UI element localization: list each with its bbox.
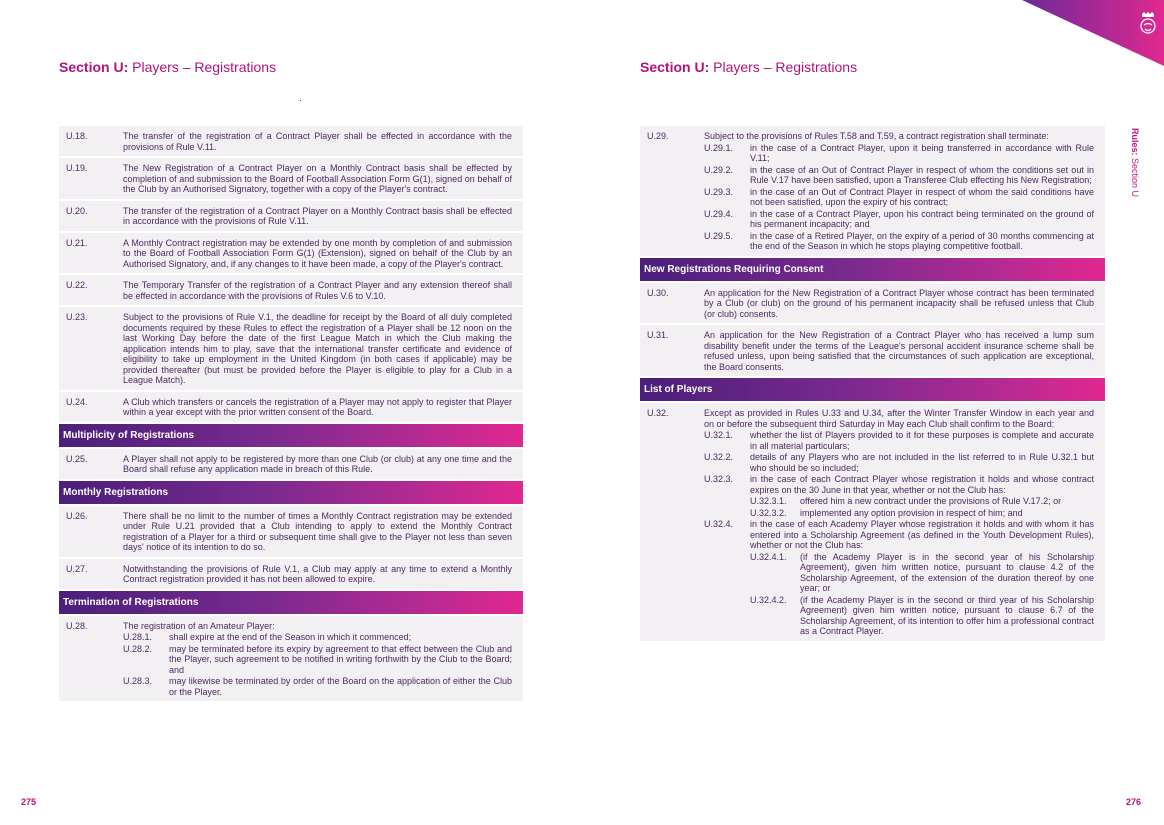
- rule-number: U.32.: [647, 408, 669, 418]
- rule-u26: [59, 506, 523, 559]
- sub-rule-u28-2: [123, 644, 512, 676]
- page-title-left: [59, 59, 276, 75]
- sub-rule-number: U.29.4.: [704, 208, 734, 219]
- page-title-right: [640, 59, 857, 75]
- rule-u20: [59, 201, 523, 233]
- sub-sub-rule-text: offered him a new contract under the provisions of Rule V.17.2; or: [800, 496, 1062, 506]
- sub-rule-text: in the case of each Academy Player whose registration it holds and with whom it has entered into a Scholarship Agreement (as defined in the Youth Development Rules), whether or not the Club has:: [750, 519, 1094, 550]
- sub-rule-text: in the case of an Out of Contract Player in respect of whom the said conditions have not been satisfied, upon the expiry of his contract;: [750, 186, 1094, 207]
- rule-text: An application for the New Registration of a Contract Player whose contract has been terminated by a Club (or club) on the ground of his permanent incapacity shall be refused unless that Club (or club) consents.: [704, 287, 1094, 319]
- left-column: [59, 126, 523, 703]
- sub-rule-number: U.32.3.: [704, 474, 734, 484]
- rule-number: U.25.: [66, 453, 88, 464]
- sub-rule-text: in the case of each Contract Player whose registration it holds and whose contract expires on the 30 June in that year, whether or not the Club has:: [750, 474, 1094, 495]
- rule-number: U.27.: [66, 563, 88, 574]
- sub-rule-number: U.28.1.: [123, 632, 153, 642]
- sub-rule-u28-1: [123, 632, 512, 643]
- sub-rule-u29-2: [704, 165, 1094, 186]
- sub-rule-text: may likewise be terminated by order of the Board on the application of either the Club or the Player.: [169, 676, 512, 697]
- rule-text: The New Registration of a Contract Player on a Monthly Contract basis shall be effected by completion of and submission to the Board of Football Association Form G(1), signed on behalf of the Club by an Authorised Signatory, together with a copy of the Player's contract.: [123, 163, 512, 194]
- rule-number: U.20.: [66, 205, 88, 216]
- sub-rule-number: U.32.2.: [704, 452, 734, 462]
- rule-text: An application for the New Registration of a Contract Player who has received a lump sum disability benefit under the terms of the League's personal accident insurance scheme shall be refused unless, upon being satisfied that the circumstances of such application are exceptional, the Board consents.: [704, 330, 1094, 372]
- sub-rule-number: U.32.1.: [704, 430, 734, 440]
- rule-number: U.19.: [66, 163, 88, 173]
- page-number-right: 276: [1126, 797, 1142, 807]
- rule-u25: [59, 449, 523, 481]
- sub-rule-u32-3: [704, 474, 1094, 495]
- rule-text: The transfer of the registration of a Contract Player on a Monthly Contract basis shall be effected in accordance with the provisions of Rule V.11.: [123, 205, 512, 226]
- side-label-rest: Section U: [1130, 158, 1140, 198]
- sub-rule-u32-1: [704, 430, 1094, 451]
- rule-number: U.21.: [66, 237, 88, 248]
- page-number-left: 275: [21, 797, 37, 807]
- rule-number: U.22.: [66, 280, 88, 290]
- rule-u30: [640, 283, 1105, 326]
- sub-rule-number: U.28.3.: [123, 676, 153, 686]
- side-section-label: [1130, 128, 1140, 197]
- rule-number: U.31.: [647, 330, 669, 340]
- rule-text: A Player shall not apply to be registered by more than one Club (or club) at any one time and the Board shall refuse any application made in breach of this Rule.: [123, 453, 512, 474]
- sub-sub-rule-number: U.32.4.1.: [750, 551, 787, 562]
- sub-sub-rule-text: implemented any option provision in respect of him; and: [800, 507, 1023, 518]
- rule-text: The registration of an Amateur Player:: [123, 620, 275, 631]
- right-column: [640, 126, 1105, 643]
- rule-number: U.28.: [66, 620, 88, 631]
- rule-body: [704, 131, 1094, 252]
- sub-rule-text: in the case of a Contract Player, upon it being transferred in accordance with Rule V.11;: [750, 142, 1094, 163]
- rule-text: A Club which transfers or cancels the registration of a Player may not apply to register that Player within a year except with the prior written consent of the Board.: [123, 396, 512, 417]
- rule-text: Subject to the provisions of Rule V.1, the deadline for receipt by the Board of all duly completed documents required by these Rules to effect the registration of a Player shall be 12 noon on the last Working Day before the date of the first League Match in which the Club making the application intends him to play, save that the international transfer certificate and evidence of eligibility to take up employment in the United Kingdom (in both cases if applicable) may be provided thereafter (but must be provided before the Player is eligible to play for a Club in a League Match).: [123, 312, 512, 385]
- sub-sub-rule-text: (if the Academy Player is in the second or third year of his Scholarship Agreement) given him written notice, pursuant to clause 6.7 of the Scholarship Agreement, of its intention to offer him a professional contract as a Contract Player.: [800, 594, 1094, 636]
- sub-sub-rule-u32-4-1: [750, 552, 1094, 594]
- rule-text: A Monthly Contract registration may be extended by one month by completion of and submission to the Board of Football Association Form G(1) (Extension), signed on behalf of the Club by an Authorised Signatory, and, if any changes to it have been made, a copy of the Player's contract.: [123, 237, 512, 269]
- sub-sub-rule-number: U.32.3.1.: [750, 496, 787, 506]
- rule-u27: [59, 559, 523, 591]
- rule-number: U.18.: [66, 131, 88, 141]
- rule-u32: [640, 403, 1105, 643]
- section-heading-monthly: Monthly Registrations: [59, 481, 523, 506]
- sub-sub-rule-u32-3-2: [750, 508, 1094, 519]
- corner-decoration: [1014, 0, 1164, 70]
- sub-rule-u32-2: [704, 452, 1094, 473]
- sub-sub-rule-number: U.32.4.2.: [750, 594, 787, 605]
- sub-sub-rule-number: U.32.3.2.: [750, 507, 787, 518]
- sub-rule-text: in the case of a Contract Player, upon his contract being terminated on the ground of his permanent incapacity; and: [750, 208, 1094, 229]
- rule-number: U.30.: [647, 287, 669, 298]
- sub-rule-u29-4: [704, 209, 1094, 230]
- rule-text: The transfer of the registration of a Contract Player shall be effected in accordance with the provisions of Rule V.11.: [123, 131, 512, 152]
- rule-text: Except as provided in Rules U.33 and U.34, after the Winter Transfer Window in each year and on or before the subsequent third Saturday in May each Club shall confirm to the Board:: [704, 408, 1094, 429]
- rule-text: The Temporary Transfer of the registration of a Contract Player and any extension thereof shall be effected in accordance with the provisions of Rules V.6 to V.10.: [123, 280, 512, 301]
- rule-u23: [59, 307, 523, 392]
- rule-u21: [59, 233, 523, 276]
- sub-rule-u29-5: [704, 231, 1094, 252]
- sub-rule-text: in the case of an Out of Contract Player in respect of whom the conditions set out in Rule V.17 have been satisfied, upon a Transferee Club effecting his New Registration;: [750, 164, 1094, 185]
- rule-text: There shall be no limit to the number of times a Monthly Contract registration may be extended under Rule U.21 provided that a Club intending to apply to extend the Monthly Contract registration of a Player for a third or subsequent time shall give to the Player not less than seven days' notice of its intention to do so.: [123, 510, 512, 552]
- rule-body: [123, 621, 512, 698]
- sub-rule-text: shall expire at the end of the Season in which it commenced;: [169, 632, 412, 642]
- sub-rule-u32-4: [704, 519, 1094, 551]
- title-right-rest: Players – Registrations: [713, 59, 858, 75]
- rule-u19: [59, 158, 523, 201]
- sub-rule-text: in the case of a Retired Player, on the expiry of a period of 30 months commencing at the end of the Season in which he stops playing competitive football.: [750, 230, 1094, 251]
- rule-text: Notwithstanding the provisions of Rule V.1, a Club may apply at any time to extend a Monthly Contract registration provided it has not been allowed to expire.: [123, 563, 512, 584]
- stray-dot: [300, 100, 301, 101]
- sub-rule-number: U.29.1.: [704, 142, 734, 153]
- rule-number: U.26.: [66, 510, 88, 521]
- sub-rule-u28-3: [123, 676, 512, 697]
- rule-u18: [59, 126, 523, 158]
- rule-number: U.24.: [66, 396, 88, 407]
- rule-u22: [59, 275, 523, 307]
- sub-rule-text: details of any Players who are not included in the list referred to in Rule U.32.1 but who should be so included;: [750, 452, 1094, 473]
- rule-body: [704, 408, 1094, 637]
- rule-u29: [640, 126, 1105, 258]
- sub-rule-number: U.29.3.: [704, 186, 734, 197]
- side-label-bold: Rules:: [1130, 128, 1140, 156]
- sub-rule-u29-1: [704, 143, 1094, 164]
- rule-u28: [59, 616, 523, 704]
- rule-number: U.23.: [66, 312, 88, 322]
- sub-rule-number: U.29.5.: [704, 230, 734, 241]
- title-left-rest: Players – Registrations: [132, 59, 277, 75]
- title-left-bold: Section U:: [59, 59, 129, 75]
- section-heading-termination: Termination of Registrations: [59, 591, 523, 616]
- rule-u24: [59, 392, 523, 424]
- rule-number: U.29.: [647, 131, 669, 141]
- section-heading-list-of-players: List of Players: [640, 378, 1105, 403]
- sub-rule-number: U.32.4.: [704, 519, 734, 529]
- sub-sub-rule-u32-3-1: [750, 496, 1094, 507]
- sub-sub-rule-u32-4-2: [750, 595, 1094, 637]
- sub-rule-number: U.28.2.: [123, 643, 153, 654]
- sub-rule-number: U.29.2.: [704, 164, 734, 175]
- sub-sub-rule-text: (if the Academy Player is in the second year of his Scholarship Agreement), given him written notice, pursuant to clause 4.2 of the Scholarship Agreement, of the extension of the duration thereof by one year; or: [800, 551, 1094, 593]
- section-heading-consent: New Registrations Requiring Consent: [640, 258, 1105, 283]
- sub-rule-text: whether the list of Players provided to it for these purposes is complete and accurate in all material particulars;: [750, 430, 1094, 451]
- sub-rule-text: may be terminated before its expiry by agreement to that effect between the Club and the Player, such agreement to be notified in writing forthwith by the Club to the Board; and: [169, 643, 512, 675]
- rule-u31: [640, 325, 1105, 378]
- sub-rule-u29-3: [704, 187, 1094, 208]
- section-heading-multiplicity: Multiplicity of Registrations: [59, 424, 523, 449]
- rule-text: Subject to the provisions of Rules T.58 and T.59, a contract registration shall terminate:: [704, 131, 1049, 141]
- title-right-bold: Section U:: [640, 59, 710, 75]
